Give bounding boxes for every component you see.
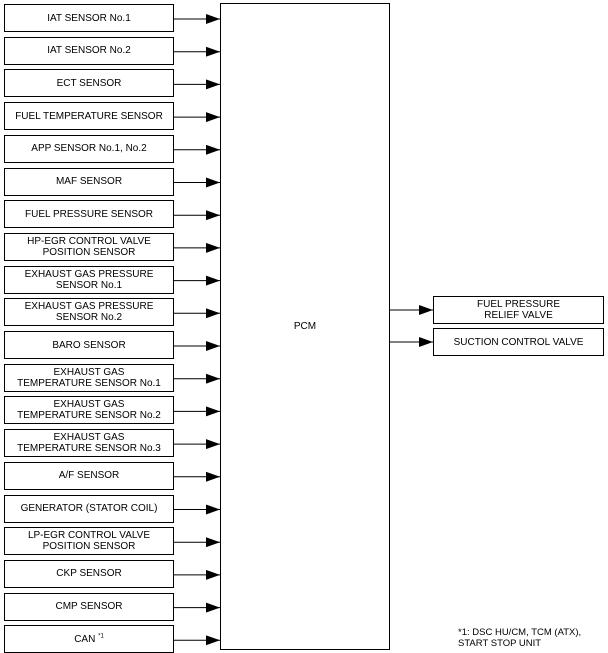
- input-box: [4, 69, 174, 97]
- input-box: [4, 560, 174, 588]
- input-box: [4, 298, 174, 326]
- input-label: HP-EGR CONTROL VALVE POSITION SENSOR: [27, 235, 151, 258]
- input-label: FUEL PRESSURE SENSOR: [25, 208, 153, 220]
- input-box: [4, 200, 174, 228]
- input-label: GENERATOR (STATOR COIL): [20, 503, 158, 514]
- pcm-label: PCM: [293, 321, 317, 332]
- input-label: APP SENSOR No.1, No.2: [31, 143, 147, 155]
- input-box: [4, 429, 174, 457]
- input-label: BARO SENSOR: [52, 339, 126, 351]
- input-label: EXHAUST GAS PRESSURE SENSOR No.2: [24, 301, 154, 324]
- input-box: [4, 396, 174, 424]
- input-label: IAT SENSOR No.1: [47, 12, 131, 24]
- pcm-box: [220, 3, 390, 650]
- output-label: SUCTION CONTROL VALVE: [453, 336, 584, 348]
- input-label: IAT SENSOR No.2: [47, 45, 131, 57]
- input-box: [4, 233, 174, 261]
- input-label: CAN $^{*1}$: [74, 633, 104, 645]
- footnote-marker: *1: [98, 633, 104, 640]
- input-label: EXHAUST GAS TEMPERATURE SENSOR No.3: [17, 432, 161, 455]
- input-box: [4, 37, 174, 65]
- input-box: [4, 266, 174, 294]
- input-label: ECT SENSOR: [56, 77, 122, 89]
- output-box: [433, 328, 604, 356]
- output-box: [433, 296, 604, 324]
- input-box: [4, 462, 174, 490]
- input-box: [4, 593, 174, 621]
- input-box: [4, 364, 174, 392]
- input-box: [4, 495, 174, 523]
- input-label: LP-EGR CONTROL VALVE POSITION SENSOR: [27, 530, 151, 553]
- input-box: [4, 4, 174, 32]
- input-label: A/F SENSOR: [58, 470, 120, 482]
- input-box: [4, 168, 174, 196]
- input-box: [4, 527, 174, 555]
- output-label: FUEL PRESSURE RELIEF VALVE: [477, 299, 560, 321]
- input-box: [4, 102, 174, 130]
- input-label: EXHAUST GAS PRESSURE SENSOR No.1: [24, 268, 154, 291]
- footnote: *1: DSC HU/CM, TCM (ATX), START STOP UNIT: [458, 627, 582, 649]
- input-label: EXHAUST GAS TEMPERATURE SENSOR No.1: [17, 366, 161, 389]
- input-label: MAF SENSOR: [55, 176, 123, 187]
- input-box: [4, 625, 174, 653]
- input-box: [4, 135, 174, 163]
- input-box: [4, 331, 174, 359]
- input-label: FUEL TEMPERATURE SENSOR: [15, 110, 163, 122]
- input-label: EXHAUST GAS TEMPERATURE SENSOR No.2: [17, 399, 161, 422]
- input-label: CKP SENSOR: [56, 568, 122, 580]
- input-label: CMP SENSOR: [55, 601, 123, 613]
